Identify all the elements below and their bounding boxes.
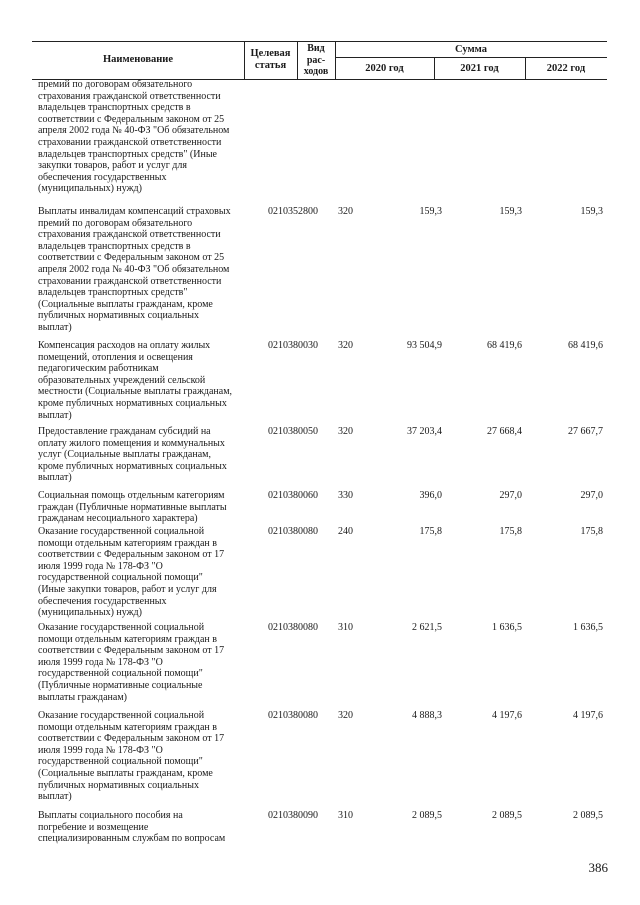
- row-value-2020: 37 203,4: [407, 426, 442, 437]
- row-kind: 310: [338, 622, 353, 633]
- row-name: премий по договорам обязательного страхования гражданской ответственности владельцев транспортных средств в соответствии с Федеральным законом от 25 апреля 2002 года № 40-ФЗ "Об обязательном страховании гражданской ответственности владельцев транспортных средств" (Иные закупки товаров, работ и услуг для обеспечения государственных (муниципальных) нужд): [38, 79, 230, 195]
- row-code: 0210380080: [268, 622, 318, 633]
- row-value-2022: 2 089,5: [573, 810, 603, 821]
- page-number: 386: [588, 860, 608, 875]
- row-name: Предоставление гражданам субсидий на оплату жилого помещения и коммунальных услуг (Социальные выплаты гражданам, кроме публичных нормативных социальных выплат): [38, 426, 227, 484]
- header-code: Целевая статья: [250, 48, 291, 71]
- header-divider: [335, 57, 607, 58]
- row-kind: 320: [338, 340, 353, 351]
- row-value-2022: 4 197,6: [573, 710, 603, 721]
- row-code: 0210380080: [268, 710, 318, 721]
- row-kind: 310: [338, 810, 353, 821]
- row-name: Компенсация расходов на оплату жилых помещений, отопления и освещения педагогическим работникам образовательных учреждений сельской местности (Социальные выплаты гражданам, кроме публичных нормативных социальных выплат): [38, 340, 233, 421]
- header-year-2021: 2021 год: [460, 63, 499, 74]
- row-name: Выплаты социального пособия на погребение и возмещение специализированным службам по вопросам: [38, 810, 226, 845]
- row-code: 0210352800: [268, 206, 318, 217]
- row-code: 0210380060: [268, 490, 318, 501]
- row-value-2021: 175,8: [499, 526, 522, 537]
- row-name: Выплаты инвалидам компенсаций страховых премий по договорам обязательного страхования гражданской ответственности владельцев транспортных средств в соответствии с Федеральным законом от 25 апреля 2002 года № 40-ФЗ "Об обязательном страховании гражданской ответственности владельцев транспортных средств" (Социальные выплаты гражданам, кроме публичных нормативных социальных выплат): [38, 206, 231, 333]
- row-value-2021: 4 197,6: [492, 710, 522, 721]
- row-kind: 330: [338, 490, 353, 501]
- row-code: 0210380050: [268, 426, 318, 437]
- row-code: 0210380090: [268, 810, 318, 821]
- row-name: Оказание государственной социальной помощи отдельным категориям граждан в соответствии с Федеральным законом от 17 июля 1999 года № 178-ФЗ "О государственной социальной помощи" (Социальные выплаты гражданам, кроме публичных нормативных социальных выплат): [38, 710, 225, 803]
- row-value-2021: 2 089,5: [492, 810, 522, 821]
- row-value-2021: 27 668,4: [487, 426, 522, 437]
- header-year-2020: 2020 год: [365, 63, 404, 74]
- row-value-2020: 175,8: [419, 526, 442, 537]
- header-name: Наименование: [103, 54, 173, 65]
- row-value-2021: 68 419,6: [487, 340, 522, 351]
- row-kind: 320: [338, 710, 353, 721]
- row-name: Оказание государственной социальной помощи отдельным категориям граждан в соответствии с Федеральным законом от 17 июля 1999 года № 178-ФЗ "О государственной социальной помощи" (Иные закупки товаров, работ и услуг для обеспечения государственных (муниципальных) нужд): [38, 526, 225, 619]
- row-name: Оказание государственной социальной помощи отдельным категориям граждан в соответствии с Федеральным законом от 17 июля 1999 года № 178-ФЗ "О государственной социальной помощи" (Публичные нормативные социальные выплаты гражданам): [38, 622, 225, 703]
- row-value-2021: 159,3: [499, 206, 522, 217]
- row-value-2021: 1 636,5: [492, 622, 522, 633]
- header-year-2022: 2022 год: [546, 63, 586, 74]
- row-value-2022: 68 419,6: [568, 340, 603, 351]
- table-header: [32, 41, 607, 80]
- row-kind: 320: [338, 206, 353, 217]
- row-kind: 240: [338, 526, 353, 537]
- row-value-2022: 297,0: [580, 490, 603, 501]
- row-value-2020: 159,3: [419, 206, 442, 217]
- row-value-2020: 93 504,9: [407, 340, 442, 351]
- header-kind: Вид рас- ходов: [303, 43, 329, 77]
- row-code: 0210380080: [268, 526, 318, 537]
- header-sum: Сумма: [455, 44, 487, 55]
- row-value-2020: 396,0: [419, 490, 442, 501]
- row-code: 0210380030: [268, 340, 318, 351]
- row-value-2020: 2 621,5: [412, 622, 442, 633]
- row-kind: 320: [338, 426, 353, 437]
- row-value-2022: 159,3: [580, 206, 603, 217]
- row-value-2022: 27 667,7: [568, 426, 603, 437]
- row-value-2021: 297,0: [499, 490, 522, 501]
- row-name: Социальная помощь отдельным категориям граждан (Публичные нормативные выплаты гражданам несоциального характера): [38, 490, 227, 525]
- row-value-2022: 1 636,5: [573, 622, 603, 633]
- row-value-2020: 4 888,3: [412, 710, 442, 721]
- row-value-2022: 175,8: [580, 526, 603, 537]
- row-value-2020: 2 089,5: [412, 810, 442, 821]
